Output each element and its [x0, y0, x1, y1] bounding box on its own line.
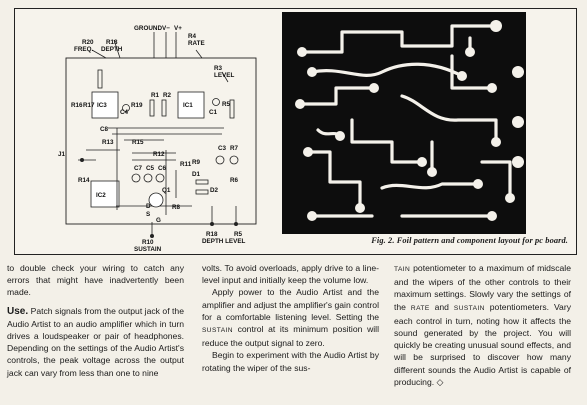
paragraph-controls — [394, 262, 571, 388]
label-pin-g: G — [156, 217, 161, 224]
paragraph-controls-b: and — [434, 301, 449, 312]
label-r19: R19 — [131, 102, 143, 109]
label-c5: C5 — [146, 165, 155, 172]
label-c1: C1 — [209, 109, 218, 116]
end-mark: ◇ — [436, 376, 444, 387]
figure-caption: Fig. 2. Foil pattern and component layout for pc board. — [371, 236, 568, 245]
label-r11: R11 — [180, 161, 192, 168]
label-r8: R8 — [172, 204, 181, 211]
label-r2: R2 — [163, 92, 172, 99]
label-r14: R14 — [78, 177, 90, 184]
paragraph-experiment: Begin to experiment with the Audio Artist by rotating the wiper of the sus- — [202, 350, 379, 373]
paragraph-use-text: Patch signals from the output jack of the Audio Artist to an audio amplifier which in turn drives a loudspeaker or pair of headphones. Depending on the settings of the Audio Artist's controls, the peak voltage across the output jack can vary from less than one to nine — [7, 305, 184, 378]
label-depth: DEPTH — [101, 46, 123, 53]
paragraph-apply-power-b: control at its minimum position will reduce the output signal to zero. — [202, 324, 380, 349]
tain-term: TAIN — [394, 266, 411, 273]
label-r13: R13 — [102, 139, 114, 146]
label-depth-level: DEPTH LEVEL — [202, 238, 246, 245]
label-d1: D1 — [192, 171, 201, 178]
label-r4: R4 — [188, 33, 197, 40]
label-r3: R3 — [214, 65, 223, 72]
article-column-2 — [202, 262, 379, 374]
label-r9: R9 — [192, 159, 201, 166]
label-r16: R16 — [71, 102, 83, 109]
label-r12: R12 — [153, 151, 165, 158]
paragraph-wiring-check: to double check your wiring to catch any errors that might have inadvertently been made. — [7, 263, 184, 298]
label-v-minus: V− — [162, 25, 170, 32]
label-r18: R18 — [106, 39, 118, 46]
label-r18-bottom: R18 — [206, 231, 218, 238]
label-c3: C3 — [218, 145, 227, 152]
label-rate: RATE — [188, 40, 205, 47]
rate-term: RATE — [410, 304, 430, 312]
label-j1: J1 — [58, 151, 66, 158]
paragraph-use — [7, 305, 184, 379]
paragraph-overloads: volts. To avoid overloads, apply drive to a line-level input and initially keep the volume low. — [202, 263, 379, 286]
label-ic3: IC3 — [97, 102, 107, 109]
label-q1: Q1 — [162, 187, 171, 194]
label-r5: R5 — [222, 101, 231, 108]
label-c7: C7 — [134, 165, 143, 172]
paragraph-controls-a: potentiometer to a maximum of midscale and the wipers of the other controls to their maximum settings. Slowly vary the settings of the — [394, 263, 571, 312]
label-pin-d: D — [146, 203, 151, 210]
label-r15: R15 — [132, 139, 144, 146]
foil-pattern — [282, 12, 526, 234]
label-pin-s: S — [146, 211, 151, 218]
label-level: LEVEL — [214, 72, 235, 79]
label-ic1: IC1 — [183, 102, 193, 109]
sustain-term: SUSTAIN — [202, 327, 233, 335]
label-r7: R7 — [230, 145, 239, 152]
label-r20: R20 — [82, 39, 94, 46]
label-r6: R6 — [230, 177, 239, 184]
article-column-1 — [7, 262, 184, 379]
label-c6: C6 — [158, 165, 167, 172]
label-r17: R17 — [83, 102, 95, 109]
paragraph-apply-power — [202, 286, 379, 349]
paragraph-controls-c: potentiometers. Vary each control in turn, noting how it affects the sound generated by the project. You will quickly be creating unusual sound effects, and will be surprised to discover how many different sounds the Audio Artist is capable of producing. — [394, 301, 571, 387]
label-v-plus: V+ — [174, 25, 182, 32]
label-ground: GROUND — [134, 25, 162, 32]
label-r5-bottom: R5 — [234, 231, 243, 238]
label-r1: R1 — [151, 92, 160, 99]
label-r10: R10 — [142, 239, 154, 246]
label-ic2: IC2 — [96, 192, 106, 199]
section-heading-use: Use. — [7, 305, 29, 317]
label-freq: FREQ. — [74, 46, 94, 53]
paragraph-apply-power-a: Apply power to the Audio Artist and the amplifier and adjust the amplifier's gain control for a comfortable listening level. Setting the — [202, 287, 379, 322]
component-layout — [16, 10, 278, 254]
sustain-term-2: SUSTAIN — [453, 304, 485, 312]
label-sustain: SUSTAIN — [134, 246, 162, 253]
article-column-3 — [394, 262, 571, 388]
label-c8: C8 — [100, 126, 109, 133]
label-c4: C4 — [120, 109, 129, 116]
label-d2: D2 — [210, 187, 219, 194]
